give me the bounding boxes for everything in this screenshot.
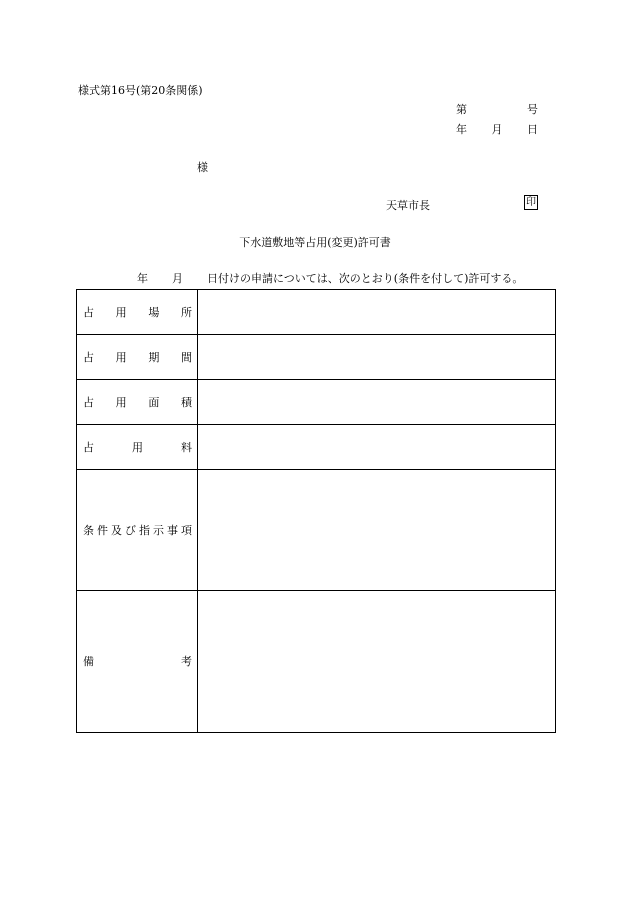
issuer-name: 天草市長 bbox=[386, 199, 430, 212]
document-title: 下水道敷地等占用(変更)許可書 bbox=[239, 236, 391, 249]
permit-month: 月 bbox=[172, 272, 183, 285]
document-number bbox=[456, 104, 538, 115]
permit-year: 年 bbox=[137, 272, 148, 285]
value-cell-area[interactable] bbox=[198, 380, 556, 425]
row-label: 占 用 場 所 bbox=[83, 305, 192, 319]
value-cell-location[interactable] bbox=[198, 290, 556, 335]
label-cell bbox=[77, 335, 198, 380]
seal-stamp: 印 bbox=[524, 195, 538, 210]
row-label: 条 件 及 び 指 示 事 項 bbox=[83, 523, 192, 537]
label-cell bbox=[77, 425, 198, 470]
table-row-remarks bbox=[77, 591, 556, 733]
table-row-fee bbox=[77, 425, 556, 470]
recipient-suffix: 様 bbox=[197, 161, 208, 174]
permit-statement bbox=[137, 273, 523, 284]
table-row-area bbox=[77, 380, 556, 425]
row-label: 占 用 面 積 bbox=[83, 395, 192, 409]
label-cell bbox=[77, 380, 198, 425]
table-row-period bbox=[77, 335, 556, 380]
label-cell bbox=[77, 290, 198, 335]
issue-date bbox=[456, 124, 538, 135]
value-cell-fee[interactable] bbox=[198, 425, 556, 470]
row-label: 占 用 期 間 bbox=[83, 350, 192, 364]
number-prefix: 第 bbox=[456, 103, 467, 116]
date-year: 年 bbox=[456, 123, 467, 136]
table-row-location bbox=[77, 290, 556, 335]
permit-text: 日付けの申請については、次のとおり(条件を付して)許可する。 bbox=[207, 272, 524, 285]
date-month: 月 bbox=[491, 123, 503, 136]
table-row-conditions bbox=[77, 470, 556, 591]
date-day: 日 bbox=[527, 123, 538, 136]
value-cell-period[interactable] bbox=[198, 335, 556, 380]
row-label: 備 考 bbox=[83, 655, 192, 668]
number-suffix: 号 bbox=[527, 103, 538, 116]
row-label: 占 用 料 bbox=[83, 440, 192, 454]
label-cell bbox=[77, 470, 198, 591]
permit-details-table bbox=[76, 289, 556, 733]
form-number: 様式第16号(第20条関係) bbox=[78, 84, 203, 97]
label-cell bbox=[77, 591, 198, 733]
value-cell-remarks[interactable] bbox=[198, 591, 556, 733]
value-cell-conditions[interactable] bbox=[198, 470, 556, 591]
